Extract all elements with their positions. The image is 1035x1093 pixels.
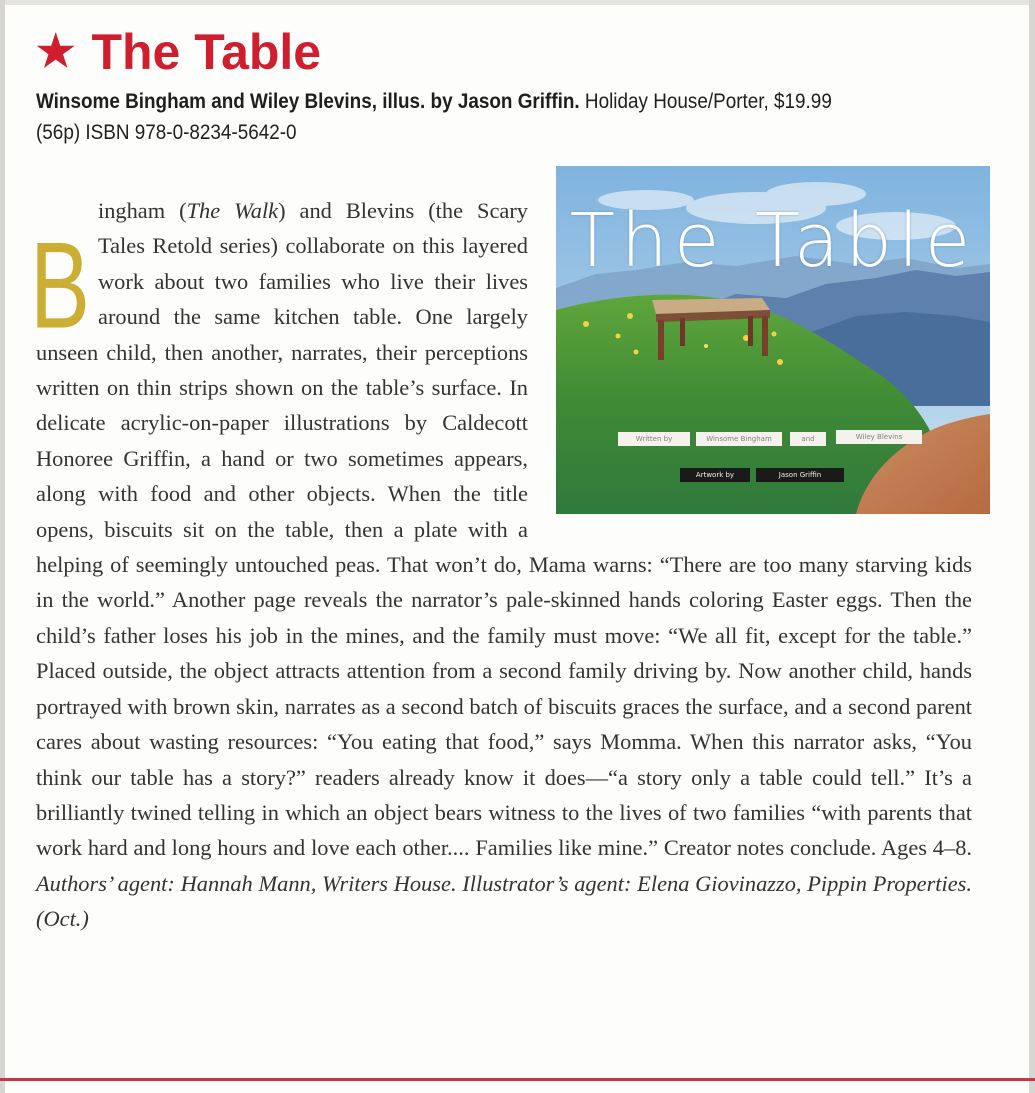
cover-strip-written-by: Written by <box>618 432 690 446</box>
star-icon: ★ <box>36 27 76 76</box>
drop-cap-letter: B <box>30 216 90 354</box>
cover-strip-and: and <box>790 432 826 446</box>
agents-credit: Authors’ agent: Hannah Mann, Writers House. Illustrator’s agent: Elena Giovinazzo, Pippin Properties. (Oct.) <box>36 870 972 932</box>
cover-title: The Table <box>569 198 977 284</box>
review-text-intro: ingham ( <box>98 198 187 223</box>
page-border-right <box>1029 0 1035 1093</box>
cover-strip-illustrator: Jason Griffin <box>756 468 844 482</box>
cover-strip-artwork-by: Artwork by <box>680 468 750 482</box>
book-cover <box>556 166 990 514</box>
publisher-info: Holiday House/Porter, $19.99 (56p) ISBN 978-0-8234-5642-0 <box>36 90 832 144</box>
page-border-left <box>0 0 5 1093</box>
cover-strip-author-2: Wiley Blevins <box>836 430 922 444</box>
drop-cap <box>30 199 90 354</box>
bottom-rule <box>0 1078 1035 1081</box>
review-title <box>36 24 321 80</box>
authors: Winsome Bingham and Wiley Blevins, illus. by Jason Griffin. <box>36 90 580 113</box>
review-text-main: ) and Blevins (the Scary Tales Retold series) collaborate on this layered work about two families who live their lives around the same kitchen table. One largely unseen child, then another, narrates, their perceptions written on thin strips shown on the table’s surface. In delicate acrylic-on-paper illustrations by Caldecott Honoree Griffin, a hand or two sometimes appears, along with food and other objects. When the title opens, biscuits sit on the table, then a plate with a helping of seemingly untouched peas. That won’t do, Mama warns: “There are too many starving kids in the world.” Another page reveals the narrator’s pale-skinned hands coloring Easter eggs. Then the child’s father loses his job in the mines, and the family must move: “We all fit, except for the table.” Placed outside, the object attracts attention from a second family driving by. Now another child, hands portrayed with brown skin, narrates as a second batch of biscuits graces the surface, and a second parent cares about wasting resources: “You eating that food,” says Momma. When this narrator asks, “You think our table has a story?” readers already know it does—“a story only a table could tell.” It’s a brilliantly twined telling in which an object bears witness to the lives of two families “with parents that work hard and long hours and love each other.... Families like mine.” Creator notes conclude. Ages 4–8. <box>36 198 972 861</box>
byline <box>36 86 846 148</box>
cited-title: The Walk <box>186 198 279 223</box>
page-border-top <box>0 0 1035 5</box>
cover-strip-author-1: Winsome Bingham <box>696 432 782 446</box>
book-title: The Table <box>91 24 322 80</box>
